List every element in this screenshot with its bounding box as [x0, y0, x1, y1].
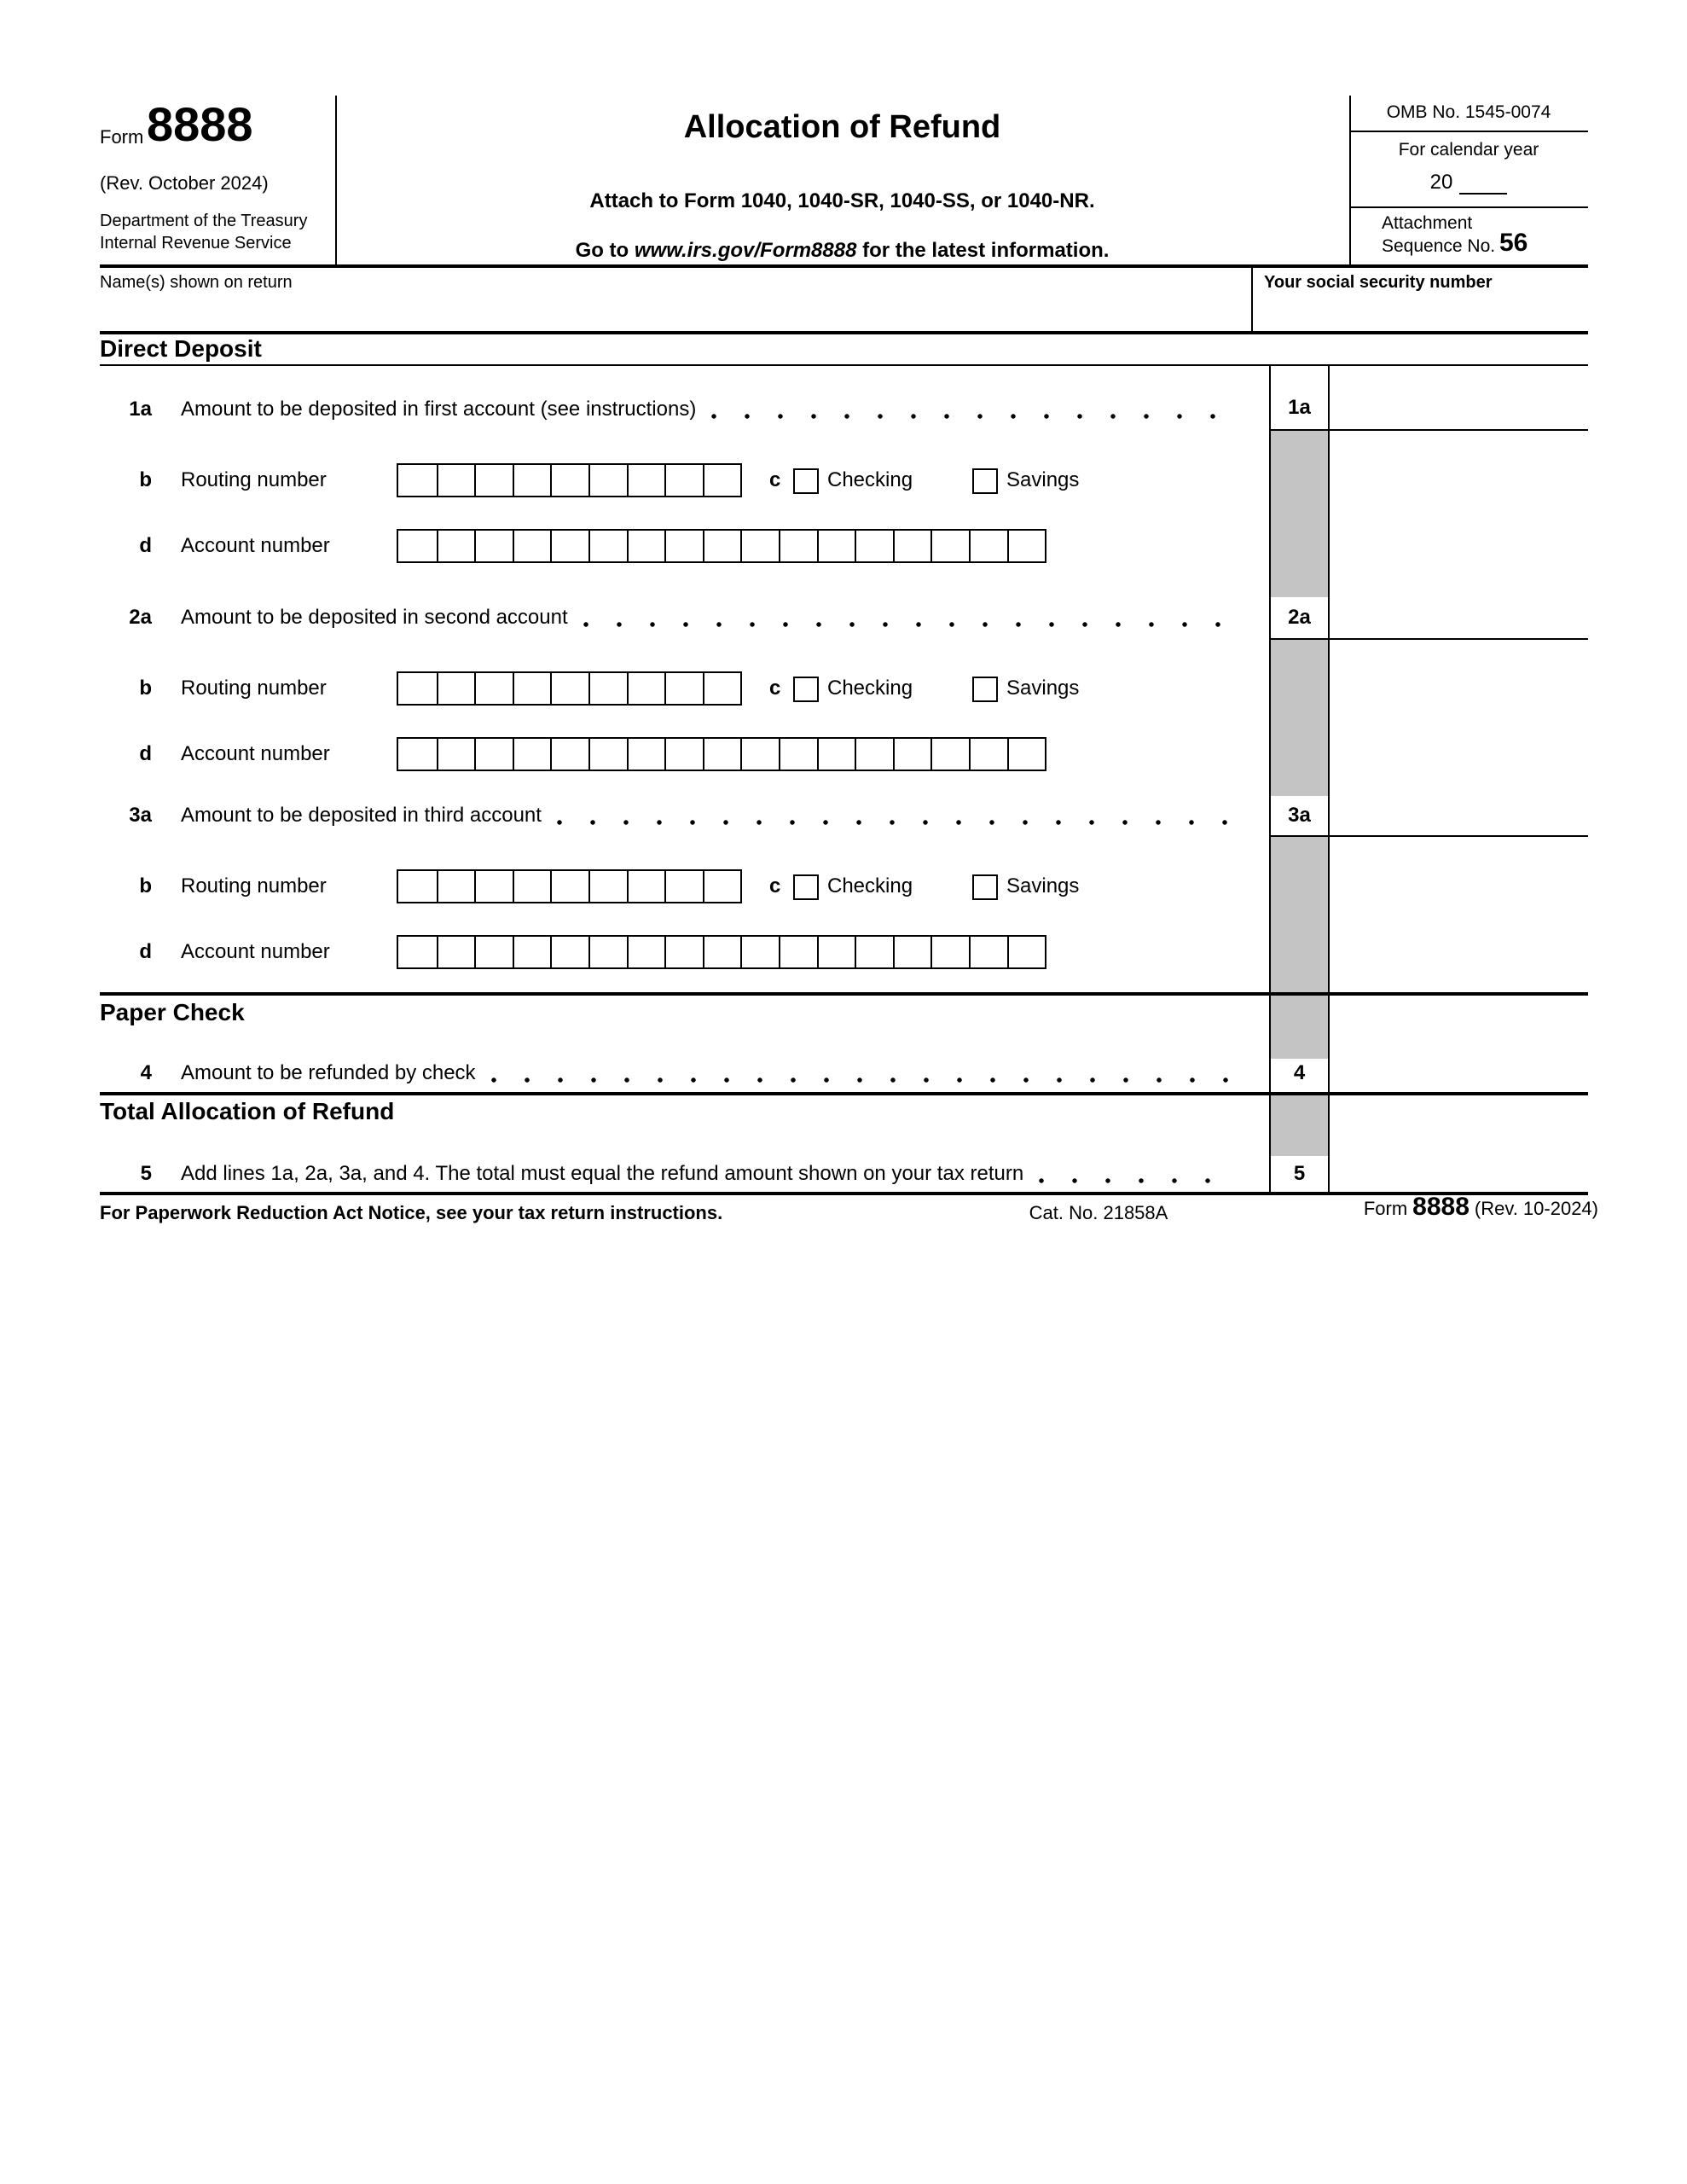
amount-cell-label-2a: 2a — [1288, 606, 1311, 629]
line-5-text: Add lines 1a, 2a, 3a, and 4. The total must equal the refund amount shown on your tax return — [181, 1162, 1024, 1185]
calendar-year-label: For calendar year — [1398, 140, 1539, 160]
calendar-year-line — [1349, 171, 1588, 195]
digit-box[interactable] — [474, 937, 513, 967]
savings-label-2: Savings — [1006, 677, 1080, 700]
digit-box[interactable] — [627, 739, 665, 770]
name-input-area[interactable] — [100, 293, 1243, 329]
digit-box[interactable] — [588, 739, 627, 770]
department-line-1: Department of the Treasury — [100, 212, 308, 230]
digit-box[interactable] — [627, 531, 665, 561]
savings-checkbox-1[interactable] — [972, 468, 998, 494]
digit-box[interactable] — [930, 937, 969, 967]
account-label-1: Account number — [181, 534, 330, 557]
calendar-year-prefix: 20 — [1429, 171, 1453, 194]
amount-cell-label-1a: 1a — [1288, 396, 1311, 419]
digit-box[interactable] — [779, 937, 817, 967]
digit-box[interactable] — [930, 531, 969, 561]
line-1d-row — [100, 529, 1247, 563]
digit-box[interactable] — [627, 937, 665, 967]
goto-url: www.irs.gov/Form8888 — [634, 239, 857, 262]
digit-box[interactable] — [779, 739, 817, 770]
digit-box[interactable] — [893, 937, 931, 967]
digit-box[interactable] — [550, 465, 588, 496]
line-1d-number: d — [139, 534, 152, 557]
savings-checkbox-2[interactable] — [972, 677, 998, 702]
savings-label-3: Savings — [1006, 874, 1080, 897]
rule-amount-1a — [1269, 429, 1588, 431]
form-word: Form — [100, 126, 144, 148]
line-2a-text: Amount to be deposited in second account — [181, 606, 568, 629]
line-5-number: 5 — [140, 1162, 152, 1185]
digit-box[interactable] — [855, 937, 893, 967]
line-2a-row — [100, 601, 1247, 635]
amount-3a-field[interactable] — [1331, 786, 1588, 835]
amount-cell-label-3a: 3a — [1288, 804, 1311, 827]
digit-box[interactable] — [703, 871, 741, 902]
digit-box[interactable] — [513, 673, 551, 704]
digit-box[interactable] — [930, 739, 969, 770]
digit-box[interactable] — [664, 673, 703, 704]
digit-box[interactable] — [474, 673, 513, 704]
line-3b-number: b — [139, 874, 152, 897]
line-2d-row — [100, 737, 1247, 771]
line-1b-row — [100, 463, 1247, 497]
digit-box[interactable] — [474, 531, 513, 561]
amount-5-field[interactable] — [1331, 1142, 1588, 1192]
department-line-2: Internal Revenue Service — [100, 234, 292, 253]
footer-form-word: Form — [1363, 1198, 1408, 1219]
digit-box[interactable] — [398, 739, 437, 770]
digit-box[interactable] — [1007, 937, 1046, 967]
line-3b-row — [100, 869, 1247, 903]
dot-leader — [557, 820, 1238, 825]
digit-box[interactable] — [703, 531, 741, 561]
digit-box[interactable] — [588, 937, 627, 967]
shaded-column-segment — [1271, 1095, 1328, 1156]
line-3a-number: 3a — [129, 804, 152, 827]
account-boxes-3[interactable] — [397, 935, 1046, 969]
account-boxes-2[interactable] — [397, 737, 1046, 771]
calendar-year-blank[interactable] — [1459, 174, 1507, 195]
line-1a-text: Amount to be deposited in first account (see instructions) — [181, 398, 697, 421]
amount-1a-field[interactable] — [1331, 378, 1588, 427]
account-label-3: Account number — [181, 940, 330, 963]
digit-box[interactable] — [437, 465, 475, 496]
line-4-text: Amount to be refunded by check — [181, 1061, 476, 1084]
line-3a-row — [100, 799, 1247, 833]
footer-form-ref — [1364, 1193, 1598, 1223]
line-5-row — [100, 1157, 1247, 1191]
line-1c-number: c — [769, 468, 781, 491]
digit-box[interactable] — [513, 871, 551, 902]
digit-box[interactable] — [627, 871, 665, 902]
amount-cell-label-5: 5 — [1293, 1162, 1306, 1185]
savings-label-1: Savings — [1006, 468, 1080, 491]
rule-name-bottom — [100, 331, 1588, 334]
digit-box[interactable] — [1007, 739, 1046, 770]
line-3c-number: c — [769, 874, 781, 897]
attach-instruction: Attach to Form 1040, 1040-SR, 1040-SS, or 1040-NR. — [589, 189, 1095, 212]
digit-box[interactable] — [893, 739, 931, 770]
digit-box[interactable] — [437, 673, 475, 704]
digit-box[interactable] — [513, 465, 551, 496]
digit-box[interactable] — [550, 937, 588, 967]
digit-box[interactable] — [588, 465, 627, 496]
digit-box[interactable] — [437, 937, 475, 967]
digit-box[interactable] — [1007, 531, 1046, 561]
paperwork-notice: For Paperwork Reduction Act Notice, see your tax return instructions. — [100, 1202, 723, 1223]
digit-box[interactable] — [969, 531, 1007, 561]
goto-prefix: Go to — [575, 239, 635, 262]
amount-cell-label-4: 4 — [1293, 1061, 1306, 1084]
checking-label-1: Checking — [827, 468, 913, 491]
shaded-column-segment — [1271, 837, 1328, 1059]
digit-box[interactable] — [740, 937, 779, 967]
savings-checkbox-3[interactable] — [972, 874, 998, 900]
checking-label-2: Checking — [827, 677, 913, 700]
attachment-label: Attachment — [1382, 213, 1473, 233]
catalog-number: Cat. No. 21858A — [1029, 1202, 1168, 1223]
section-paper-check: Paper Check — [100, 999, 245, 1025]
line-3d-number: d — [139, 940, 152, 963]
digit-box[interactable] — [969, 937, 1007, 967]
digit-box[interactable] — [588, 531, 627, 561]
line-2c-number: c — [769, 677, 781, 700]
rule-paper-check-top — [100, 992, 1588, 996]
line-3d-row — [100, 935, 1247, 969]
digit-box[interactable] — [513, 531, 551, 561]
line-2a-number: 2a — [129, 606, 152, 629]
dot-leader — [711, 414, 1238, 419]
digit-box[interactable] — [740, 739, 779, 770]
digit-box[interactable] — [817, 531, 855, 561]
line-1a-number: 1a — [129, 398, 152, 421]
checking-label-3: Checking — [827, 874, 913, 897]
digit-box[interactable] — [398, 673, 437, 704]
line-2b-row — [100, 671, 1247, 706]
digit-box[interactable] — [703, 465, 741, 496]
digit-box[interactable] — [398, 937, 437, 967]
digit-box[interactable] — [550, 673, 588, 704]
digit-box[interactable] — [513, 739, 551, 770]
digit-box[interactable] — [474, 465, 513, 496]
account-boxes-1[interactable] — [397, 529, 1046, 563]
ssn-label: Your social security number — [1264, 273, 1493, 292]
omb-number: OMB No. 1545-0074 — [1386, 102, 1551, 122]
dot-leader — [583, 622, 1238, 627]
amount-4-field[interactable] — [1331, 1043, 1588, 1092]
ssn-input-area[interactable] — [1264, 293, 1588, 329]
form-number: 8888 — [147, 97, 253, 151]
section-direct-deposit: Direct Deposit — [100, 335, 262, 362]
routing-label-2: Routing number — [181, 677, 327, 700]
rule-table-top — [100, 364, 1588, 366]
line-3a-text: Amount to be deposited in third account — [181, 804, 542, 827]
rule-amount-3a — [1269, 835, 1588, 837]
digit-box[interactable] — [550, 871, 588, 902]
checking-checkbox-1[interactable] — [793, 468, 819, 494]
omb-divider-2 — [1349, 206, 1588, 208]
sequence-label: Sequence No. — [1382, 236, 1496, 256]
footer-form-number: 8888 — [1412, 1193, 1470, 1221]
line-1a-row — [100, 392, 1247, 427]
digit-box[interactable] — [664, 871, 703, 902]
digit-box[interactable] — [627, 465, 665, 496]
digit-box[interactable] — [703, 937, 741, 967]
omb-divider-1 — [1349, 131, 1588, 132]
digit-box[interactable] — [588, 871, 627, 902]
sequence-number: 56 — [1499, 229, 1528, 257]
digit-box[interactable] — [588, 673, 627, 704]
digit-box[interactable] — [437, 531, 475, 561]
routing-boxes-1[interactable] — [397, 463, 742, 497]
routing-boxes-3[interactable] — [397, 869, 742, 903]
shaded-column-segment — [1271, 640, 1328, 796]
rule-total-top — [100, 1092, 1588, 1095]
checking-checkbox-3[interactable] — [793, 874, 819, 900]
digit-box[interactable] — [855, 531, 893, 561]
digit-box[interactable] — [550, 531, 588, 561]
dot-leader — [491, 1077, 1238, 1083]
page-title: Allocation of Refund — [683, 109, 1001, 145]
digit-box[interactable] — [627, 673, 665, 704]
amount-2a-field[interactable] — [1331, 589, 1588, 638]
digit-box[interactable] — [474, 871, 513, 902]
account-label-2: Account number — [181, 742, 330, 765]
digit-box[interactable] — [664, 465, 703, 496]
digit-box[interactable] — [398, 465, 437, 496]
form-revision: (Rev. October 2024) — [100, 172, 269, 194]
digit-box[interactable] — [664, 739, 703, 770]
digit-box[interactable] — [398, 871, 437, 902]
digit-box[interactable] — [703, 673, 741, 704]
footer-form-revision: (Rev. 10-2024) — [1474, 1198, 1598, 1219]
line-1b-number: b — [139, 468, 152, 491]
digit-box[interactable] — [513, 937, 551, 967]
digit-box[interactable] — [437, 871, 475, 902]
name-ssn-divider — [1251, 268, 1253, 331]
digit-box[interactable] — [664, 531, 703, 561]
digit-box[interactable] — [740, 531, 779, 561]
digit-box[interactable] — [779, 531, 817, 561]
digit-box[interactable] — [817, 937, 855, 967]
digit-box[interactable] — [703, 739, 741, 770]
line-4-number: 4 — [140, 1061, 152, 1084]
line-2b-number: b — [139, 677, 152, 700]
digit-box[interactable] — [550, 739, 588, 770]
digit-box[interactable] — [855, 739, 893, 770]
digit-box[interactable] — [969, 739, 1007, 770]
section-total-allocation: Total Allocation of Refund — [100, 1098, 395, 1124]
digit-box[interactable] — [474, 739, 513, 770]
shaded-column-segment — [1271, 431, 1328, 597]
digit-box[interactable] — [437, 739, 475, 770]
rule-amount-2a — [1269, 638, 1588, 640]
digit-box[interactable] — [893, 531, 931, 561]
line-4-row — [100, 1056, 1247, 1090]
routing-boxes-2[interactable] — [397, 671, 742, 706]
goto-suffix: for the latest information. — [856, 239, 1110, 262]
dot-leader — [1039, 1178, 1238, 1183]
routing-label-3: Routing number — [181, 874, 327, 897]
checking-checkbox-2[interactable] — [793, 677, 819, 702]
routing-label-1: Routing number — [181, 468, 327, 491]
line-2d-number: d — [139, 742, 152, 765]
goto-instruction — [335, 239, 1349, 263]
digit-box[interactable] — [664, 937, 703, 967]
digit-box[interactable] — [398, 531, 437, 561]
digit-box[interactable] — [817, 739, 855, 770]
rule-header-bottom — [100, 264, 1588, 268]
name-label: Name(s) shown on return — [100, 273, 293, 292]
